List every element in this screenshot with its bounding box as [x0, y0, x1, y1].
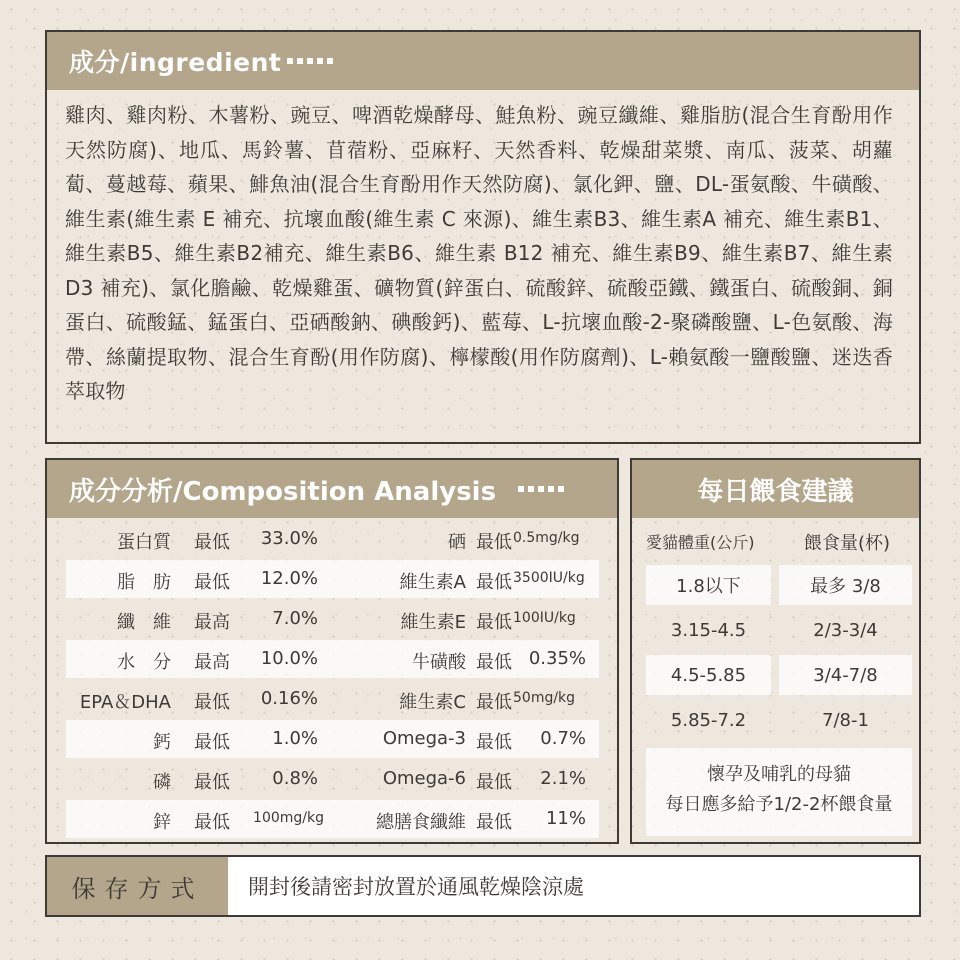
nutrient-level: 最低 [194, 772, 230, 793]
storage-label: 保存方式 [47, 857, 228, 915]
ingredient-header [47, 32, 919, 90]
nutrient-level: 最高 [194, 652, 230, 673]
table-row [66, 560, 599, 598]
note-line: 每日應多給予1/2-2杯餵食量 [665, 794, 893, 815]
nutrient-name: 維生素C [399, 692, 466, 713]
storage-instructions: 開封後請密封放置於通風乾燥陰涼處 [228, 857, 919, 915]
nutrient-level: 最低 [476, 812, 512, 833]
nutrient-value: 0.7% [540, 728, 586, 749]
ingredient-list: 雞肉、雞肉粉、木薯粉、豌豆、啤酒乾燥酵母、鮭魚粉、豌豆纖維、雞脂肪(混合生育酚用作天然防腐)、地瓜、馬鈴薯、苜蓿粉、亞麻籽、天然香料、乾燥甜菜漿、南瓜、菠菜、胡蘿蔔、蔓越莓、蘋果、鯡魚油(混合生育酚用作天然防腐)、氯化鉀、鹽、DL-蛋氨酸、牛磺酸、維生素(維生素 E 補充、抗壞血酸(維生素 C 來源)、維生素B3、維生素A 補充、維生素B1、維生素B5、維生素B2補充、維生素B6、維生素 B12 補充、維生素B9、維生素B7、維生素 D3 補充)、氯化膽鹼、乾燥雞蛋、礦物質(鋅蛋白、硫酸鋅、硫酸亞鐵、鐵蛋白、硫酸銅、銅蛋白、硫酸錳、錳蛋白、亞硒酸鈉、碘酸鈣)、藍莓、L-抗壞血酸-2-聚磷酸鹽、L-色氨酸、海帶、絲蘭提取物、混合生育酚(用作防腐)、檸檬酸(用作防腐劑)、L-賴氨酸一鹽酸鹽、迷迭香萃取物 [65, 103, 893, 403]
nutrient-name: 硒 [448, 532, 466, 553]
ingredient-title: 成分/ingredient [69, 48, 282, 77]
nutrient-name: 總膳食纖維 [376, 812, 466, 833]
nutrient-value: 1.0% [272, 728, 318, 749]
feeding-header [632, 460, 919, 518]
nutrient-value: 10.0% [260, 648, 318, 669]
amount-column-header: 餵食量(杯) [804, 533, 891, 554]
nutrient-level: 最低 [476, 532, 512, 553]
cat-weight: 3.15-4.5 [670, 619, 747, 641]
feeding-title: 每日餵食建議 [697, 476, 854, 507]
nutrient-name: 脂 肪 [117, 572, 171, 593]
table-row [66, 680, 599, 718]
nutrient-value: 0.5mg/kg [513, 530, 580, 546]
weight-column-header: 愛貓體重(公斤) [646, 533, 755, 552]
nutrient-name: 纖 維 [117, 612, 171, 633]
table-row [646, 565, 912, 605]
nutrient-value: 12.0% [260, 568, 318, 589]
table-row [646, 655, 912, 695]
nutrient-name: 牛磺酸 [412, 652, 466, 673]
nutrient-level: 最低 [476, 612, 512, 633]
nutrient-name: 磷 [153, 772, 171, 793]
nutrient-value: 11% [545, 808, 586, 829]
table-row [66, 760, 599, 798]
note-line: 懷孕及哺乳的母貓 [707, 764, 851, 785]
nutrient-name: Omega-3 [382, 728, 466, 749]
feed-amount: 7/8-1 [822, 709, 869, 731]
decorative-dots [518, 486, 564, 492]
nutrient-level: 最高 [194, 612, 230, 633]
nutrient-name: Omega-6 [382, 768, 466, 789]
nutrient-value: 50mg/kg [513, 690, 576, 706]
composition-title: 成分分析/Composition Analysis [69, 476, 497, 507]
feed-amount: 2/3-3/4 [813, 619, 878, 641]
table-row [66, 520, 599, 558]
nutrient-name: 維生素E [400, 612, 466, 633]
nutrient-value: 0.35% [528, 648, 586, 669]
nutrient-level: 最低 [476, 572, 512, 593]
table-row [646, 610, 912, 650]
nutrient-level: 最低 [194, 732, 230, 753]
nutrient-level: 最低 [194, 572, 230, 593]
cat-weight: 5.85-7.2 [670, 709, 747, 731]
table-row [66, 640, 599, 678]
table-row [66, 800, 599, 838]
nutrient-value: 100mg/kg [253, 810, 324, 826]
nutrient-level: 最低 [194, 692, 230, 713]
nutrient-name: 水 分 [117, 652, 171, 673]
ingredient-panel [45, 30, 921, 444]
nutrient-value: 33.0% [260, 528, 318, 549]
nutrient-name: 蛋白質 [117, 532, 171, 553]
table-row [66, 600, 599, 638]
feed-amount: 最多 3/8 [779, 565, 912, 605]
nutrient-name: 維生素A [399, 572, 466, 593]
nutrient-name: 鈣 [153, 732, 171, 753]
pregnancy-note [646, 748, 912, 836]
composition-panel [45, 458, 619, 844]
table-row [646, 700, 912, 740]
nutrient-level: 最低 [476, 652, 512, 673]
nutrient-value: 100IU/kg [513, 610, 576, 626]
nutrient-value: 7.0% [272, 608, 318, 629]
storage-panel [45, 855, 921, 917]
nutrient-level: 最低 [194, 812, 230, 833]
nutrient-value: 2.1% [540, 768, 586, 789]
composition-header [47, 460, 617, 518]
feed-amount: 3/4-7/8 [779, 655, 912, 695]
nutrient-value: 3500IU/kg [513, 570, 585, 586]
nutrient-level: 最低 [476, 732, 512, 753]
table-row [66, 720, 599, 758]
cat-weight: 4.5-5.85 [646, 655, 771, 695]
decorative-dots [287, 58, 333, 64]
nutrient-value: 0.16% [260, 688, 318, 709]
nutrient-level: 最低 [194, 532, 230, 553]
nutrient-name: EPA＆DHA [79, 692, 171, 713]
nutrient-level: 最低 [476, 772, 512, 793]
nutrient-name: 鋅 [153, 812, 171, 833]
feeding-panel [630, 458, 921, 844]
nutrient-level: 最低 [476, 692, 512, 713]
nutrient-value: 0.8% [272, 768, 318, 789]
cat-weight: 1.8以下 [646, 565, 771, 605]
